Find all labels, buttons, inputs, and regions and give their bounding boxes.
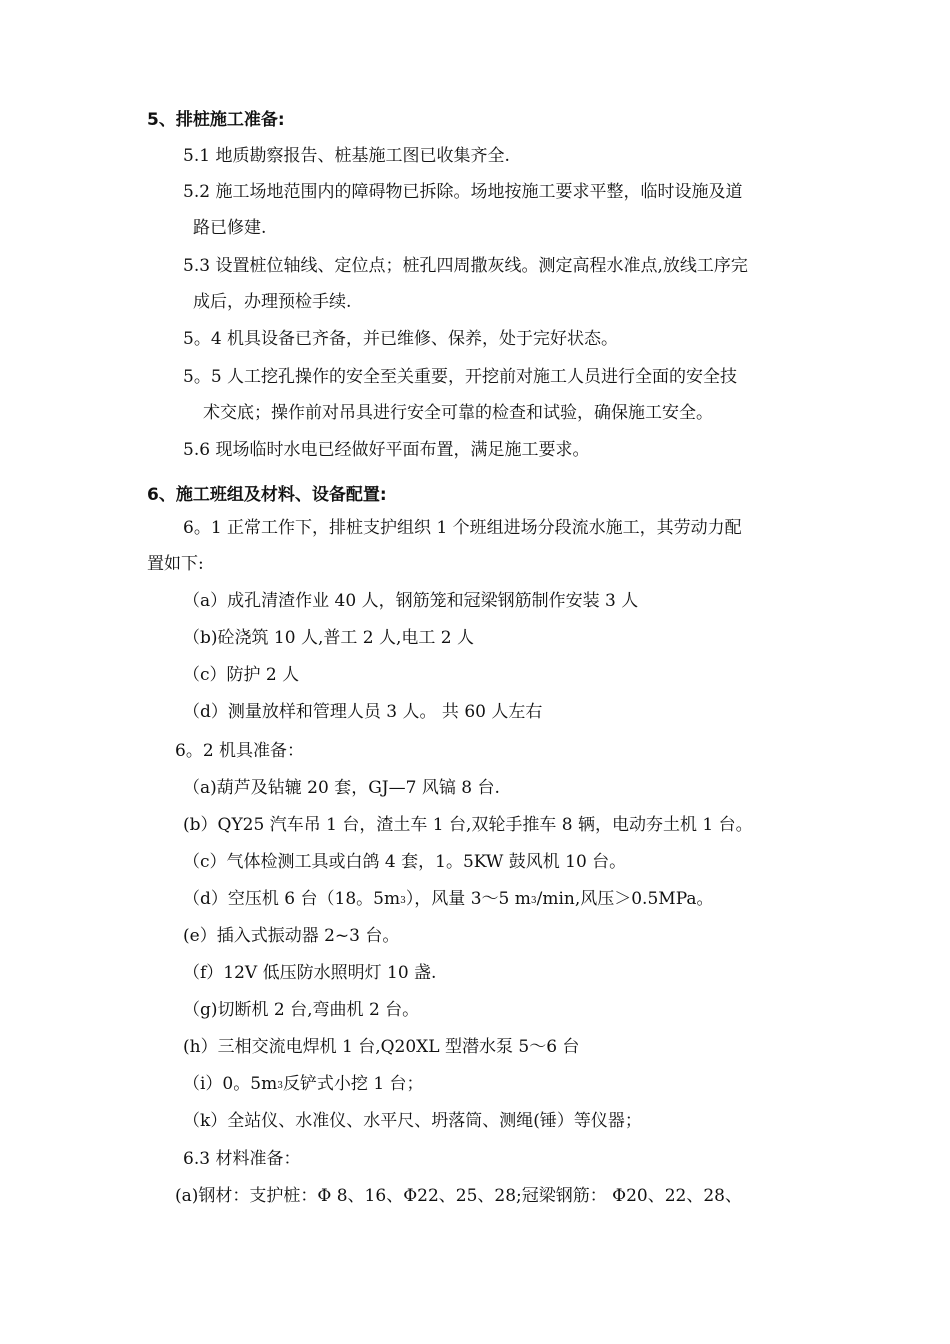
item-5-1: 5.1 地质勘察报告、桩基施工图已收集齐全. [183,146,510,166]
labor-d: （d）测量放样和管理人员 3 人。 共 60 人左右 [183,702,543,722]
tool-g: （g)切断机 2 台,弯曲机 2 台。 [183,1000,420,1020]
section-6-heading: 6、施工班组及材料、设备配置: [147,485,387,505]
section-5-heading: 5、排桩施工准备: [147,110,285,130]
tool-f: （f）12V 低压防水照明灯 10 盏. [183,963,437,983]
labor-a: （a）成孔清渣作业 40 人，钢筋笼和冠梁钢筋制作安装 3 人 [183,591,639,611]
labor-b: （b)砼浇筑 10 人,普工 2 人,电工 2 人 [183,628,475,648]
item-6-1-line1: 6。1 正常工作下，排桩支护组织 1 个班组进场分段流水施工，其劳动力配 [183,518,742,538]
item-5-2-line1: 5.2 施工场地范围内的障碍物已拆除。场地按施工要求平整，临时设施及道 [183,182,743,202]
tool-d-superscript-2: 3 [530,896,537,906]
item-5-3-line1: 5.3 设置桩位轴线、定位点；桩孔四周撒灰线。测定高程水准点,放线工序完 [183,256,748,276]
tool-d-part1: （d）空压机 6 台（18。5m [183,889,401,909]
item-5-6: 5.6 现场临时水电已经做好平面布置，满足施工要求。 [183,440,590,460]
item-6-1-line2: 置如下: [147,554,204,574]
tool-i-part1: （i）0。5m [183,1074,278,1094]
tool-c: （c）气体检测工具或白鸽 4 套，1。5KW 鼓风机 10 台。 [183,852,627,872]
item-6-2: 6。2 机具准备： [175,741,305,761]
tool-d-part2: ），风量 3～5 m [405,889,531,909]
tool-a: （a)葫芦及钻辘 20 套，GJ—7 风镐 8 台. [183,778,500,798]
tool-k: （k）全站仪、水准仪、水平尺、坍落筒、测绳(锤）等仪器； [183,1111,642,1131]
item-5-2-line2: 路已修建. [193,218,267,238]
labor-c: （c）防护 2 人 [183,665,300,685]
material-a: (a)钢材：支护桩：Φ 8、16、Φ22、25、28;冠梁钢筋： Φ20、22、28、 [175,1186,742,1206]
item-5-4: 5。4 机具设备已齐备，并已维修、保养，处于完好状态。 [183,329,619,349]
item-5-5-line1: 5。5 人工挖孔操作的安全至关重要，开挖前对施工人员进行全面的安全技 [183,367,738,387]
tool-e: (e）插入式振动器 2~3 台。 [183,926,400,946]
tool-d-part3: /min,风压＞0.5MPa。 [536,889,714,909]
tool-d [183,888,714,913]
tool-h: (h）三相交流电焊机 1 台,Q20XL 型潜水泵 5～6 台 [183,1037,580,1057]
item-6-3: 6.3 材料准备： [183,1149,301,1169]
tool-i-superscript: 3 [277,1081,283,1091]
item-5-5-line2: 术交底；操作前对吊具进行安全可靠的检查和试验，确保施工安全。 [203,403,713,423]
item-5-3-line2: 成后，办理预检手续. [193,292,352,312]
tool-i [183,1073,424,1098]
tool-b: (b）QY25 汽车吊 1 台，渣土车 1 台,双轮手推车 8 辆，电动夯土机 1 台。 [183,815,753,835]
tool-d-superscript-1: 3 [400,896,406,906]
tool-i-part2: 反铲式小挖 1 台； [282,1074,424,1094]
